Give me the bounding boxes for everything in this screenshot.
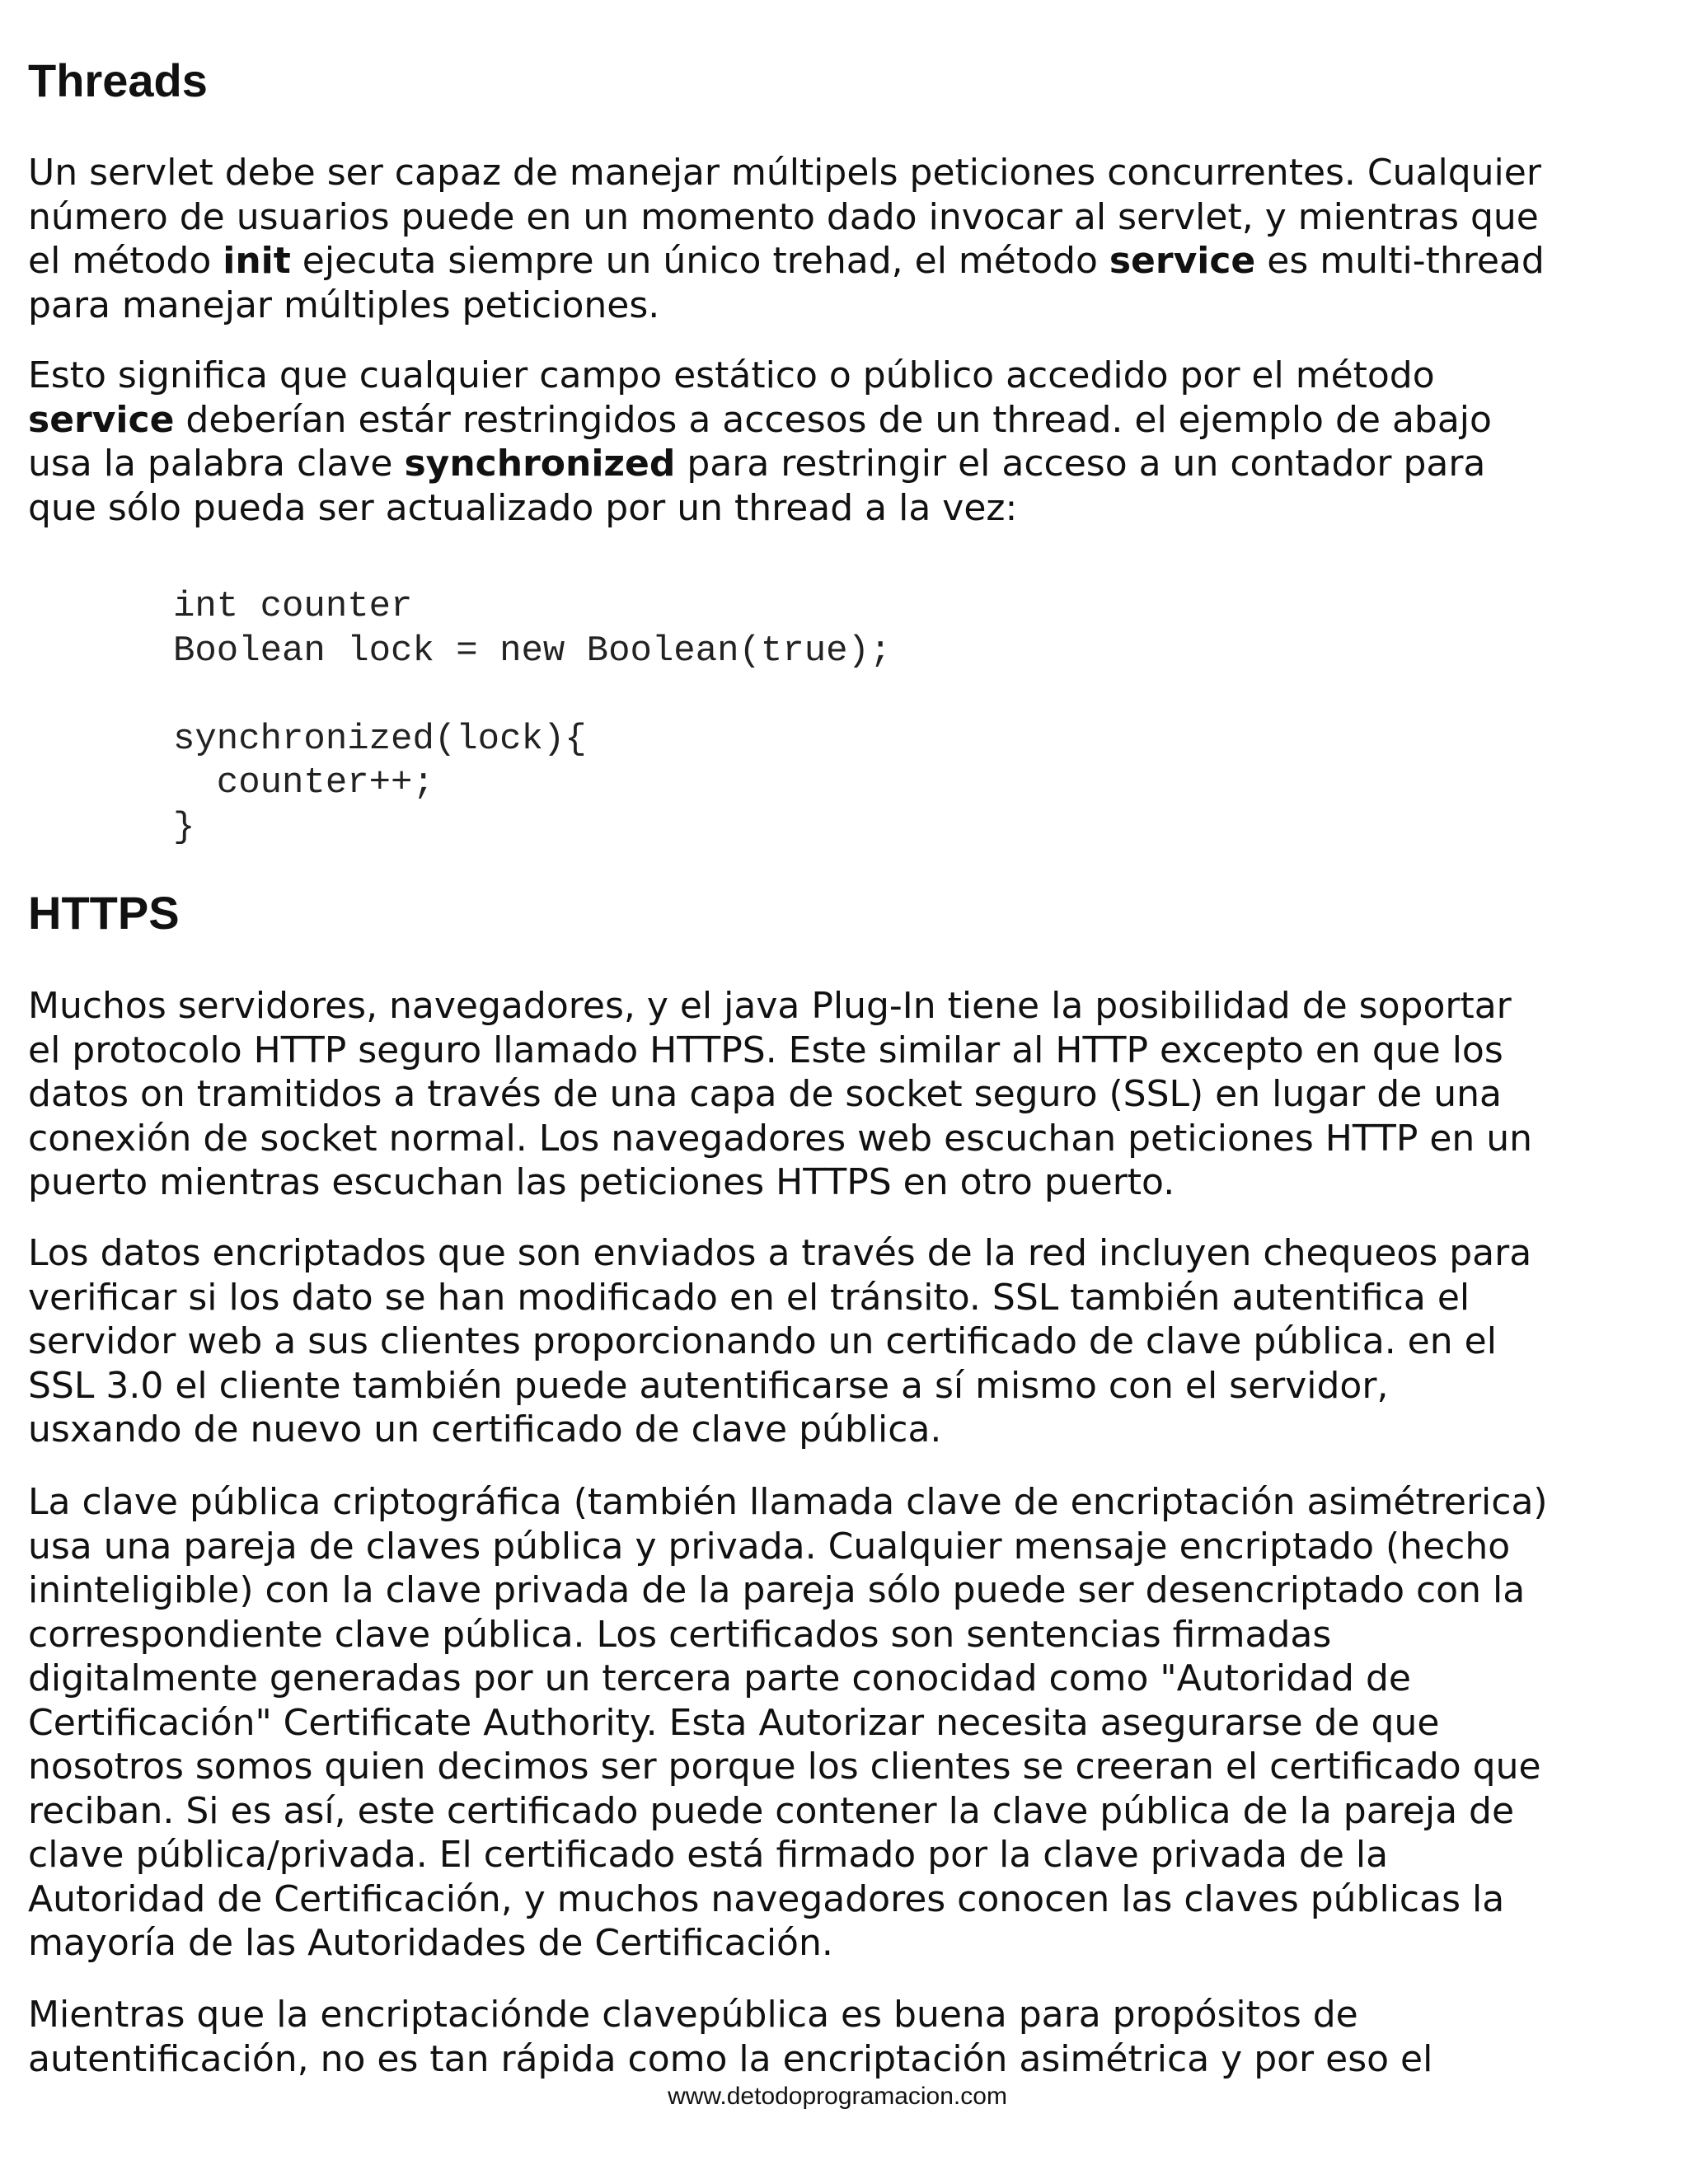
text-line: La clave pública criptográfica (también llamada clave de encriptación asimétrerica)	[28, 1481, 1548, 1523]
text-line: número de usuarios puede en un momento dado invocar al servlet, y mientras que	[28, 195, 1539, 238]
text-line: servidor web a sus clientes proporcionando un certificado de clave pública. en el	[28, 1320, 1497, 1362]
text-line: puerto mientras escuchan las peticiones HTTPS en otro puerto.	[28, 1161, 1175, 1203]
text-line: datos on tramitidos a través de una capa de socket seguro (SSL) en lugar de una	[28, 1073, 1502, 1115]
text-line: Mientras que la encriptaciónde clavepública es buena para propósitos de	[28, 1994, 1358, 2036]
text-line: SSL 3.0 el cliente también puede autentificarse a sí mismo con el servidor,	[28, 1364, 1389, 1407]
paragraph-threads-intro	[28, 151, 1660, 327]
text-line: para manejar múltiples peticiones.	[28, 284, 660, 326]
section-heading-https: HTTPS	[28, 887, 180, 939]
text-run: el método	[28, 240, 223, 282]
code-line: }	[173, 806, 195, 848]
text-line: Muchos servidores, navegadores, y el java Plug-In tiene la posibilidad de soportar	[28, 985, 1512, 1027]
text-line: reciban. Si es así, este certificado puede contener la clave pública de la pareja de	[28, 1789, 1515, 1832]
text-line: correspondiente clave pública. Los certificados son sentencias firmadas	[28, 1613, 1332, 1656]
code-line: counter++;	[173, 762, 434, 804]
text-run: usa la palabra clave	[28, 443, 405, 485]
text-line: autentificación, no es tan rápida como la encriptación asimétrica y por eso el	[28, 2037, 1433, 2080]
text-line	[28, 398, 1660, 443]
text-run: para restringir el acceso a un contador para	[675, 443, 1486, 485]
text-line: usa una pareja de claves pública y privada. Cualquier mensaje encriptado (hecho	[28, 1525, 1511, 1568]
code-line: Boolean lock = new Boolean(true);	[173, 630, 892, 672]
text-line: conexión de socket normal. Los navegadores web escuchan peticiones HTTP en un	[28, 1117, 1533, 1160]
text-run: deberían estár restringidos a accesos de un thread. el ejemplo de abajo	[174, 398, 1492, 441]
paragraph-https-public-key	[28, 1480, 1660, 1966]
text-run: es multi-thread	[1255, 240, 1545, 282]
text-line: ininteligible) con la clave privada de la pareja sólo puede ser desencriptado con la	[28, 1569, 1526, 1611]
code-line: int counter	[173, 586, 413, 627]
footer-url: www.detodoprogramacion.com	[668, 2083, 1007, 2110]
text-run: ejecuta siempre un único trehad, el método	[290, 240, 1109, 282]
text-line: Un servlet debe ser capaz de manejar múltipels peticiones concurrentes. Cualquier	[28, 152, 1541, 194]
text-line	[28, 239, 1660, 284]
section-heading-threads: Threads	[28, 54, 208, 106]
keyword-synchronized: synchronized	[404, 443, 676, 485]
paragraph-https-encryption	[28, 1231, 1660, 1452]
text-line: mayoría de las Autoridades de Certificación.	[28, 1922, 833, 1964]
paragraph-https-intro	[28, 984, 1660, 1205]
text-line: Autoridad de Certificación, y muchos navegadores conocen las claves públicas la	[28, 1877, 1505, 1920]
text-line: Esto significa que cualquier campo estático o público accedido por el método	[28, 354, 1435, 396]
paragraph-threads-sync	[28, 354, 1660, 530]
code-line: synchronized(lock){	[173, 718, 587, 760]
keyword-service: service	[28, 398, 175, 441]
text-line: el protocolo HTTP seguro llamado HTTPS. Este similar al HTTP excepto en que los	[28, 1029, 1503, 1071]
text-line: clave pública/privada. El certificado está firmado por la clave privada de la	[28, 1834, 1389, 1876]
code-line	[173, 673, 891, 718]
text-line: Certificación" Certificate Authority. Esta Autorizar necesita asegurarse de que	[28, 1701, 1440, 1744]
text-line: usxando de nuevo un certificado de clave pública.	[28, 1408, 942, 1451]
code-block	[173, 585, 891, 850]
keyword-service: service	[1109, 240, 1256, 282]
text-line: nosotros somos quien decimos ser porque los clientes se creeran el certificado que	[28, 1746, 1541, 1788]
text-line: digitalmente generadas por un tercera parte conocidad como "Autoridad de	[28, 1657, 1411, 1699]
text-line: que sólo pueda ser actualizado por un thread a la vez:	[28, 486, 1018, 529]
keyword-init: init	[223, 240, 291, 282]
text-line: Los datos encriptados que son enviados a través de la red incluyen chequeos para	[28, 1232, 1532, 1274]
text-line	[28, 442, 1660, 486]
text-line: verificar si los dato se han modificado en el tránsito. SSL también autentifica el	[28, 1276, 1470, 1319]
paragraph-https-performance	[28, 1993, 1660, 2081]
